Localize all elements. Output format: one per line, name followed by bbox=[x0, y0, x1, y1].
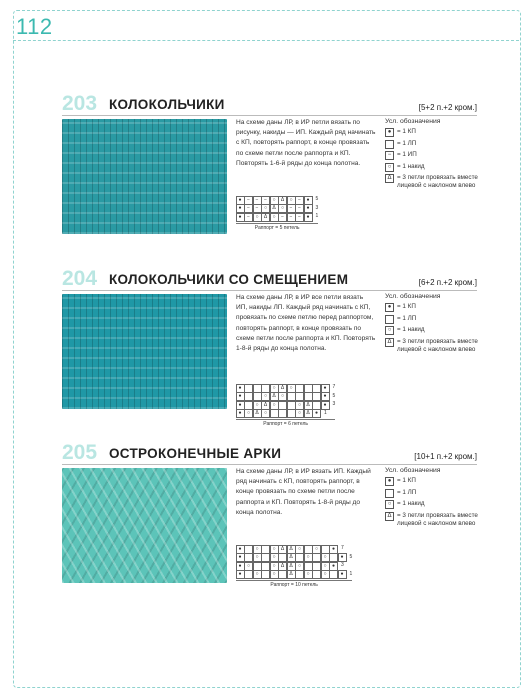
chart-cell: ● bbox=[321, 384, 330, 393]
row-number: 5 bbox=[349, 553, 353, 560]
chart-cell: ○ bbox=[244, 562, 253, 571]
chart-cell: ○ bbox=[270, 570, 279, 579]
pattern-title: ОСТРОКОНЕЧНЫЕ АРКИ bbox=[109, 446, 282, 461]
legend-text: = 1 ЛП bbox=[397, 488, 417, 496]
pattern-number: 204 bbox=[62, 267, 98, 290]
legend-item bbox=[385, 151, 480, 160]
legend-item bbox=[385, 128, 480, 137]
stitch-symbol-icon bbox=[385, 140, 394, 149]
chart-cell: ● bbox=[304, 196, 313, 205]
header-rule bbox=[13, 40, 519, 41]
legend-item bbox=[385, 326, 480, 335]
row-number: 3 bbox=[341, 562, 344, 568]
chart-cell: Δ bbox=[270, 392, 279, 401]
chart-cell: Δ bbox=[253, 409, 262, 418]
pattern-section bbox=[62, 92, 478, 189]
chart-cell: ● bbox=[236, 196, 245, 205]
chart-cell: ● bbox=[236, 384, 245, 393]
pattern-description: На схеме даны ЛР, в ИР все петли вязать ИП, накиды ЛП. Каждый ряд начинать с КП, провязать по схеме петлю перед раппортом, повторять раппорт, в конце провязать по схеме петли после раппорта и КП. Повторять 1-8-й ряды до конца полотна. bbox=[236, 294, 376, 353]
repeat-bracket bbox=[236, 223, 318, 224]
legend-item bbox=[385, 174, 480, 190]
chart-cell: ● bbox=[236, 392, 245, 401]
chart-row bbox=[236, 571, 352, 580]
legend-text: = 3 петли провязать вместе лицевой с наклоном влево bbox=[397, 511, 478, 527]
chart-cell: ● bbox=[236, 553, 245, 562]
chart-cell: − bbox=[287, 204, 296, 213]
chart-cell: ○ bbox=[253, 570, 262, 579]
chart-cell: ● bbox=[236, 213, 245, 222]
chart-cell: Δ bbox=[278, 545, 287, 554]
legend-title: Усл. обозначения bbox=[385, 293, 441, 300]
chart-cell: ○ bbox=[244, 409, 253, 418]
chart-cell: − bbox=[278, 213, 287, 222]
legend-text: = 1 КП bbox=[397, 303, 416, 310]
chart-cell: ○ bbox=[295, 562, 304, 571]
legend-item bbox=[385, 303, 480, 312]
pattern-section bbox=[62, 441, 478, 527]
legend-item bbox=[385, 338, 480, 354]
chart-repeat-label: Раппорт = 10 петель bbox=[270, 582, 318, 588]
chart-repeat-label: Раппорт = 6 петель bbox=[263, 421, 308, 427]
row-number: 1 bbox=[349, 570, 353, 577]
section-header bbox=[62, 268, 477, 291]
repeat-bracket bbox=[236, 419, 335, 420]
chart-cell: ○ bbox=[253, 401, 262, 410]
knit-swatch-photo bbox=[62, 294, 227, 409]
chart-cell: − bbox=[253, 196, 262, 205]
legend-text: = 3 петли провязать вместе лицевой с наклоном влево bbox=[397, 337, 478, 353]
stitch-symbol-icon: ○ bbox=[385, 326, 394, 335]
pattern-section bbox=[62, 267, 478, 353]
chart-cell: ● bbox=[312, 409, 321, 418]
knit-swatch-photo bbox=[62, 119, 227, 234]
chart-cell: − bbox=[261, 196, 270, 205]
legend-text: = 1 КП bbox=[397, 477, 416, 484]
pattern-number: 205 bbox=[62, 441, 98, 464]
chart-cell: − bbox=[287, 213, 296, 222]
legend-item bbox=[385, 500, 480, 509]
chart-cell: ○ bbox=[321, 553, 330, 562]
chart-cell: ○ bbox=[304, 553, 313, 562]
stitch-chart bbox=[236, 196, 318, 231]
row-number: 7 bbox=[341, 545, 344, 551]
stitch-chart bbox=[236, 384, 335, 427]
chart-cell: − bbox=[244, 204, 253, 213]
page-number: 112 bbox=[16, 14, 53, 39]
section-header bbox=[62, 442, 477, 465]
chart-cell: ○ bbox=[287, 196, 296, 205]
stitch-repeat: [10+1 п.+2 кром.] bbox=[414, 452, 477, 461]
chart-cell: Δ bbox=[304, 401, 313, 410]
chart-cell: ○ bbox=[270, 213, 279, 222]
section-header bbox=[62, 93, 477, 116]
row-number: 7 bbox=[332, 384, 336, 390]
chart-cell: ● bbox=[236, 401, 245, 410]
stitch-symbol-icon: ● bbox=[385, 477, 394, 486]
symbol-legend bbox=[385, 293, 480, 356]
symbol-legend bbox=[385, 118, 480, 193]
stitch-symbol-icon: Δ bbox=[385, 512, 394, 521]
chart-cell: Δ bbox=[261, 401, 270, 410]
chart-cell: ○ bbox=[261, 204, 270, 213]
chart-cell: − bbox=[244, 196, 253, 205]
stitch-symbol-icon bbox=[385, 489, 394, 498]
chart-cell: Δ bbox=[287, 545, 296, 554]
chart-cell: ○ bbox=[321, 562, 330, 571]
stitch-symbol-icon: Δ bbox=[385, 174, 394, 183]
stitch-symbol-icon: ● bbox=[385, 303, 394, 312]
chart-cell: ● bbox=[236, 562, 245, 571]
chart-row bbox=[236, 213, 318, 222]
legend-title: Усл. обозначения bbox=[385, 467, 441, 474]
chart-cell: Δ bbox=[287, 562, 296, 571]
row-number: 1 bbox=[315, 213, 319, 219]
pattern-title: КОЛОКОЛЬЧИКИ bbox=[109, 97, 225, 112]
chart-cell: ● bbox=[338, 553, 347, 562]
chart-cell: ○ bbox=[295, 401, 304, 410]
pattern-number: 203 bbox=[62, 92, 98, 115]
chart-cell: ○ bbox=[295, 409, 304, 418]
row-number: 1 bbox=[324, 409, 327, 416]
chart-cell: ● bbox=[338, 570, 347, 579]
chart-cell: ○ bbox=[253, 553, 262, 562]
legend-text: = 1 ЛП bbox=[397, 139, 417, 147]
chart-cell: ○ bbox=[261, 392, 270, 401]
chart-cell: ○ bbox=[270, 384, 279, 393]
row-number: 5 bbox=[332, 392, 336, 399]
chart-cell: ○ bbox=[270, 545, 279, 554]
pattern-description: На схеме даны ЛР, в ИР вязать ИП. Каждый ряд начинать с КП, повторять раппорт, в конце провязать по схеме петли после раппорта и КП. Повторять 1-8-й ряды до конца полотна. bbox=[236, 468, 371, 516]
pattern-title: КОЛОКОЛЬЧИКИ СО СМЕЩЕНИЕМ bbox=[109, 272, 349, 287]
chart-cell: ○ bbox=[321, 570, 330, 579]
stitch-symbol-icon: ○ bbox=[385, 163, 394, 172]
knit-swatch-photo bbox=[62, 468, 227, 583]
chart-cell: ○ bbox=[295, 545, 304, 554]
legend-item bbox=[385, 477, 480, 486]
chart-cell: Δ bbox=[287, 570, 296, 579]
legend-text: = 1 накид bbox=[397, 326, 425, 333]
chart-cell: Δ bbox=[278, 384, 287, 393]
chart-cell: ● bbox=[236, 409, 245, 418]
chart-cell: ○ bbox=[261, 409, 270, 418]
chart-cell: ● bbox=[329, 562, 338, 571]
chart-cell: ○ bbox=[287, 384, 296, 393]
stitch-symbol-icon: ○ bbox=[385, 500, 394, 509]
chart-cell: Δ bbox=[278, 196, 287, 205]
chart-cell: ○ bbox=[312, 545, 321, 554]
legend-item bbox=[385, 140, 480, 149]
chart-cell: ● bbox=[329, 545, 338, 554]
stitch-repeat: [6+2 п.+2 кром.] bbox=[418, 278, 477, 287]
legend-text: = 1 накид bbox=[397, 162, 425, 170]
chart-cell: − bbox=[295, 213, 304, 222]
legend-text: = 1 ЛП bbox=[397, 314, 417, 322]
chart-cell: ○ bbox=[253, 545, 262, 554]
chart-cell: ● bbox=[236, 570, 245, 579]
stitch-symbol-icon bbox=[385, 315, 394, 324]
chart-cell: Δ bbox=[304, 409, 313, 418]
chart-cell: Δ bbox=[287, 553, 296, 562]
stitch-symbol-icon: − bbox=[385, 151, 394, 160]
repeat-bracket bbox=[236, 580, 352, 581]
legend-text: = 1 накид bbox=[397, 500, 425, 507]
legend-item bbox=[385, 512, 480, 528]
row-number: 5 bbox=[315, 196, 319, 202]
stitch-symbol-icon: Δ bbox=[385, 338, 394, 347]
chart-cell: ● bbox=[304, 213, 313, 222]
chart-cell: ○ bbox=[270, 196, 279, 205]
legend-item bbox=[385, 163, 480, 172]
chart-cell: ○ bbox=[270, 401, 279, 410]
chart-cell: ○ bbox=[304, 570, 313, 579]
chart-cell: ● bbox=[321, 401, 330, 410]
legend-text: = 3 петли провязать вместе лицевой с наклоном влево bbox=[397, 174, 478, 189]
stitch-chart bbox=[236, 545, 352, 588]
chart-cell: ○ bbox=[270, 553, 279, 562]
chart-cell: Δ bbox=[261, 213, 270, 222]
chart-cell: ○ bbox=[253, 213, 262, 222]
legend-item bbox=[385, 315, 480, 324]
chart-cell: ● bbox=[236, 204, 245, 213]
legend-text: = 1 ИП bbox=[397, 151, 417, 158]
chart-cell: ● bbox=[236, 545, 245, 554]
pattern-description: На схеме даны ЛР, в ИР петли вязать по рисунку, накиды — ИП. Каждый ряд начинать с КП, повторять раппорт, в конце провязать по схеме петли после раппорта и КП. Повторять 1-6-й ряды до конца полотна. bbox=[236, 119, 376, 167]
legend-title: Усл. обозначения bbox=[385, 118, 441, 125]
chart-cell: ○ bbox=[270, 562, 279, 571]
symbol-legend bbox=[385, 467, 480, 530]
chart-cell: − bbox=[244, 213, 253, 222]
chart-cell: ● bbox=[321, 392, 330, 401]
chart-row bbox=[236, 410, 335, 419]
stitch-repeat: [5+2 п.+2 кром.] bbox=[418, 103, 477, 112]
legend-text: = 1 КП bbox=[397, 128, 416, 135]
chart-cell: − bbox=[295, 204, 304, 213]
chart-cell: Δ bbox=[278, 562, 287, 571]
stitch-symbol-icon: ● bbox=[385, 128, 394, 137]
legend-item bbox=[385, 489, 480, 498]
chart-cell: ○ bbox=[278, 204, 287, 213]
row-number: 3 bbox=[332, 401, 336, 407]
chart-cell: ○ bbox=[278, 392, 287, 401]
chart-cell: Δ bbox=[270, 204, 279, 213]
chart-cell: − bbox=[295, 196, 304, 205]
chart-repeat-label: Раппорт = 5 петель bbox=[254, 224, 300, 231]
row-number: 3 bbox=[315, 204, 319, 211]
chart-cell: − bbox=[253, 204, 262, 213]
chart-cell: ● bbox=[304, 204, 313, 213]
